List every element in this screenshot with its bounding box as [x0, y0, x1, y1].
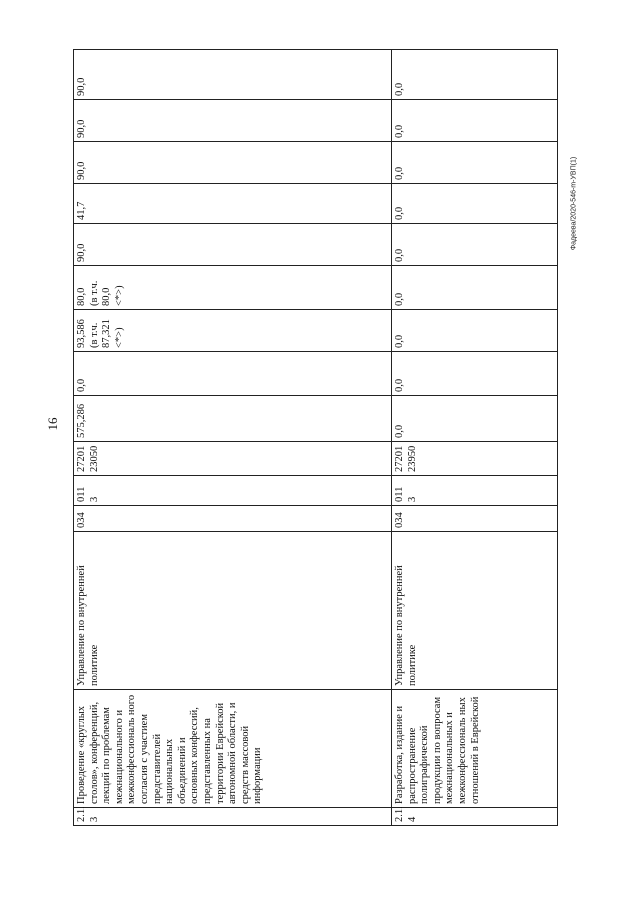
- grbs-code: 034: [392, 506, 558, 532]
- event-name: Проведение «круглых столов», конференций, лекций по проблемам межнационального и межконфессиональ ного согласия с участием представителей национальных объединений и основных конфессий, представленных на территории Еврейской автономной области, и средств массовой информации: [74, 690, 392, 808]
- value-cell: 93,586 (в т.ч. 87,321 <*>): [74, 310, 392, 352]
- executor: Управление по внутренней политике: [74, 532, 392, 690]
- value-cell: 0,0: [392, 100, 558, 142]
- event-name: Разработка, издание и распространение полиграфической продукции по вопросам межнациональных и межконфессиональ ных отношений в Еврейской: [392, 690, 558, 808]
- program-table: [73, 49, 558, 826]
- value-cell: 90,0: [74, 100, 392, 142]
- value-cell: 0,0: [392, 224, 558, 266]
- rzpr-code: 011 3: [74, 476, 392, 506]
- executor: Управление по внутренней политике: [392, 532, 558, 690]
- grbs-code: 034: [74, 506, 392, 532]
- value-cell: 0,0: [392, 184, 558, 224]
- table-row: [74, 50, 392, 826]
- value-cell: 0,0: [392, 396, 558, 442]
- value-cell: 0,0: [392, 266, 558, 310]
- document-stamp: Фадеева/2020-546-m-УВП(1): [570, 156, 578, 251]
- value-cell: 0,0: [392, 142, 558, 184]
- value-cell: 90,0: [74, 142, 392, 184]
- value-cell: 41,7: [74, 184, 392, 224]
- value-cell: 0,0: [392, 310, 558, 352]
- value-cell: 0,0: [392, 352, 558, 396]
- rzpr-code: 011 3: [392, 476, 558, 506]
- rotated-table-wrapper: [73, 50, 557, 826]
- table-row: [392, 50, 558, 826]
- value-cell: 0,0: [74, 352, 392, 396]
- value-cell: 90,0: [74, 224, 392, 266]
- value-cell: 90,0: [74, 50, 392, 100]
- row-number: 2.1. 4: [392, 808, 558, 826]
- page-number: 16: [45, 417, 60, 431]
- row-number: 2.1. 3: [74, 808, 392, 826]
- value-cell: 575,286: [74, 396, 392, 442]
- csr-code: 27201 23050: [74, 442, 392, 476]
- csr-code: 27201 23950: [392, 442, 558, 476]
- value-cell: 0,0: [392, 50, 558, 100]
- value-cell: 80,0 (в т.ч. 80,0 <*>): [74, 266, 392, 310]
